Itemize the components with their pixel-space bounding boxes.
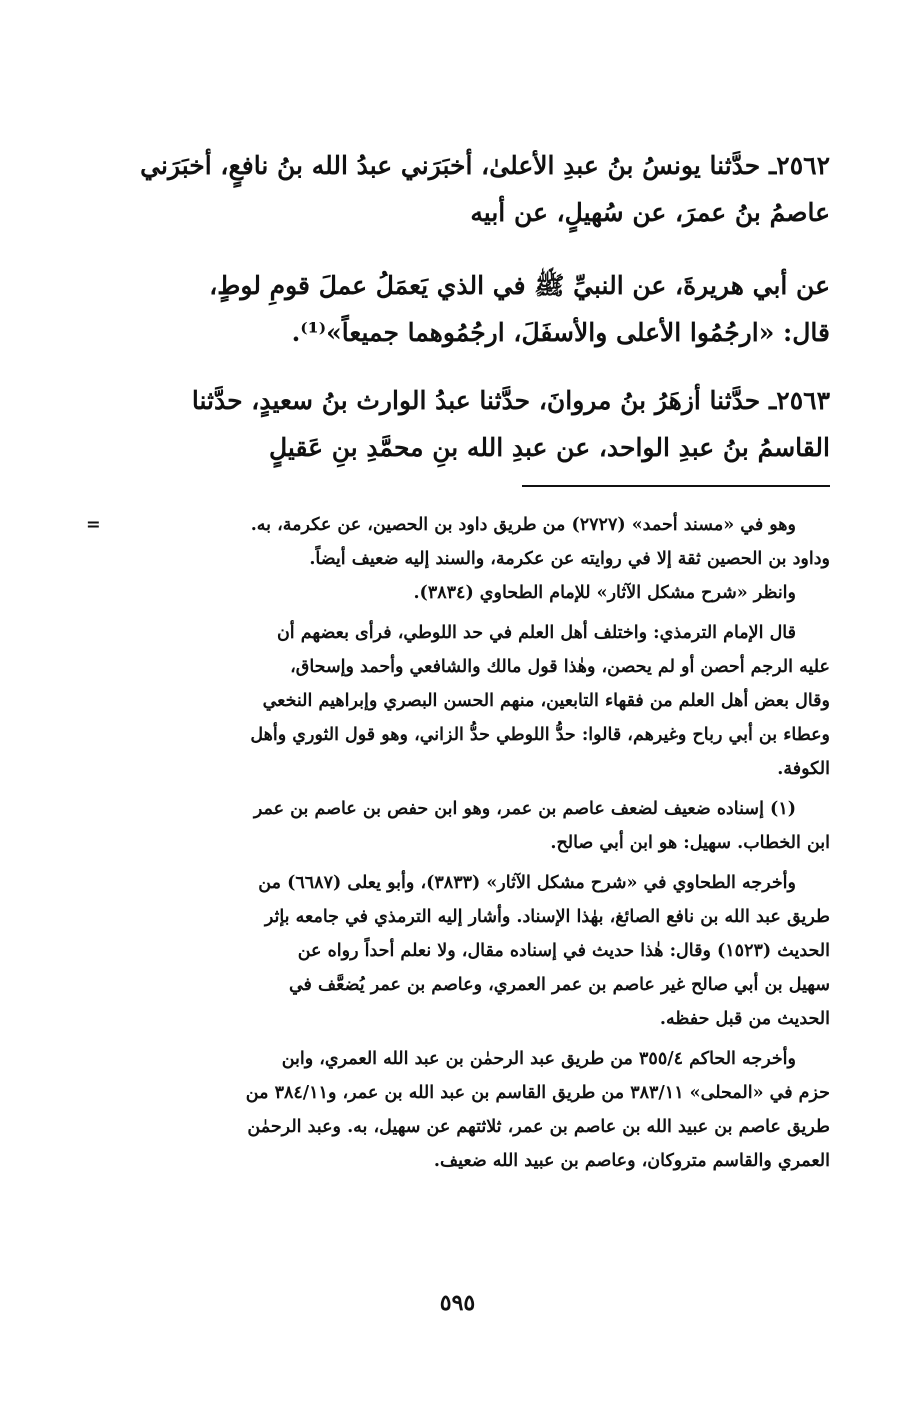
footnote-line: وهو في «مسند أحمد» (٢٧٢٧) من طريق داود بن الحصين، عن عكرمة، به. — [250, 515, 796, 535]
footnote-line: الكوفة. — [777, 759, 830, 779]
text-line: عن أبي هريرةَ، عن النبيِّ ﷺ في الذي يَعمَلُ عملَ قومِ لوطٍ، — [209, 271, 830, 300]
text-line: ٢٥٦٢ـ حدَّثنا يونسُ بنُ عبدِ الأعلىٰ، أخبَرَني عبدُ الله بنُ نافعٍ، أخبَرَني — [140, 151, 830, 180]
footnote-line: وانظر «شرح مشكل الآثار» للإمام الطحاوي (٣٨٣٤). — [413, 583, 796, 603]
text-line: القاسمُ بنُ عبدِ الواحد، عن عبدِ الله بنِ محمَّدِ بنِ عَقيلٍ — [269, 433, 830, 462]
footnote-paragraph — [108, 616, 830, 786]
text-line: عاصمُ بنُ عمرَ، عن سُهيلٍ، عن أبيه — [470, 198, 830, 227]
footnote-line: وعطاء بن أبي رباح وغيرهم، قالوا: حدُّ اللوطي حدُّ الزاني، وهو قول الثوري وأهل — [250, 725, 830, 745]
hadith-2563-isnad — [108, 377, 830, 471]
footnote-paragraph — [108, 866, 830, 1036]
footnote-line: ابن الخطاب. سهيل: هو ابن أبي صالح. — [550, 833, 830, 853]
footnote-line: الحديث من قبل حفظه. — [659, 1009, 830, 1029]
footnote-line: (١) إسناده ضعيف لضعف عاصم بن عمر، وهو ابن حفص بن عاصم بن عمر — [253, 799, 796, 819]
footnote-line: وأخرجه الحاكم ٣٥٥/٤ من طريق عبد الرحمٰن بن عبد الله العمري، وابن — [281, 1049, 796, 1069]
footnote-1 — [108, 792, 830, 860]
hadith-2562-matn — [108, 262, 830, 356]
text-line: قال: «ارجُمُوا الأعلى والأسفَلَ، ارجُمُوهما جميعاً»⁽¹⁾. — [291, 318, 830, 347]
footnote-paragraph — [108, 576, 830, 610]
footnote-line: حزم في «المحلى» ٣٨٣/١١ من طريق القاسم بن عبد الله بن عمر، و٣٨٤/١١ من — [245, 1083, 830, 1103]
page-number: ٥٩٥ — [439, 1290, 476, 1316]
footnote-divider — [522, 485, 830, 487]
text-line: ٢٥٦٣ـ حدَّثنا أزهَرُ بنُ مروانَ، حدَّثنا عبدُ الوارث بنُ سعيدٍ، حدَّثنا — [191, 386, 830, 415]
footnote-line: عليه الرجم أحصن أو لم يحصن، وهٰذا قول مالك والشافعي وأحمد وإسحاق، — [290, 657, 830, 677]
footnote-line: العمري والقاسم متروكان، وعاصم بن عبيد الله ضعيف. — [433, 1151, 830, 1171]
footnote-paragraph — [108, 1042, 830, 1178]
footnote-paragraph — [86, 508, 830, 576]
footnote-line: الحديث (١٥٢٣) وقال: هٰذا حديث في إسناده مقال، ولا نعلم أحداً رواه عن — [297, 941, 830, 961]
footnote-line: وقال بعض أهل العلم من فقهاء التابعين، منهم الحسن البصري وإبراهيم النخعي — [262, 691, 830, 711]
footnote-line: وأخرجه الطحاوي في «شرح مشكل الآثار» (٣٨٣٣)، وأبو يعلى (٦٦٨٧) من — [258, 873, 796, 893]
footnotes-section — [86, 508, 830, 1184]
footnote-line: طريق عاصم بن عبيد الله بن عاصم بن عمر، ثلاثتهم عن سهيل، به. وعبد الرحمٰن — [247, 1117, 830, 1137]
footnote-line: طريق عبد الله بن نافع الصائغ، بهٰذا الإسناد. وأشار إليه الترمذي في جامعه بإثر — [264, 907, 830, 927]
hadith-2562-isnad — [108, 142, 830, 236]
footnote-line: سهيل بن أبي صالح غير عاصم بن عمر العمري، وعاصم بن عمر يُضعَّف في — [288, 975, 830, 995]
footnote-line: وداود بن الحصين ثقة إلا في روايته عن عكرمة، والسند إليه ضعيف أيضاً. — [309, 549, 830, 569]
footnote-line: قال الإمام الترمذي: واختلف أهل العلم في حد اللوطي، فرأى بعضهم أن — [276, 623, 796, 643]
continuation-mark: = — [86, 515, 101, 535]
